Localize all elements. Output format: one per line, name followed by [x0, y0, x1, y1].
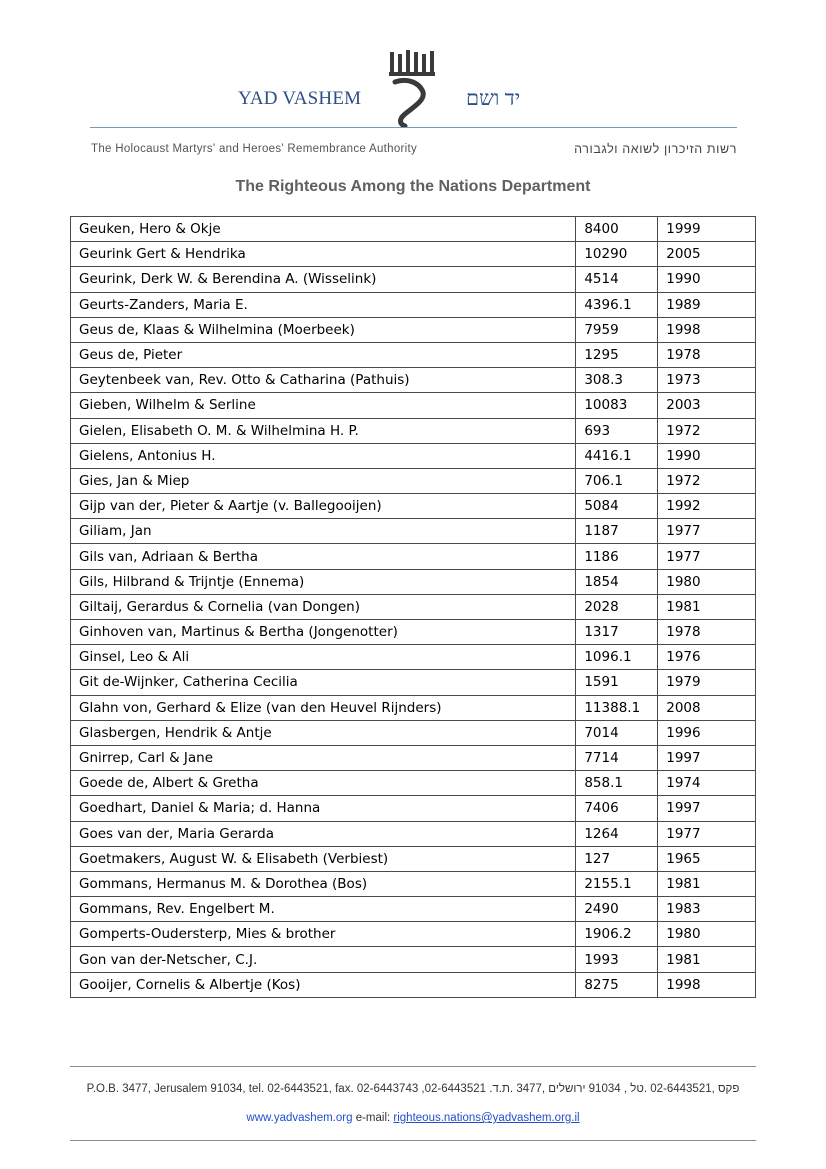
- record-file-number-cell: 1096.1: [576, 645, 658, 670]
- record-year-cell: 1977: [658, 544, 756, 569]
- record-file-number-cell: 10083: [576, 393, 658, 418]
- table-row: [71, 443, 756, 468]
- record-name-cell: Geuken, Hero & Okje: [71, 217, 576, 242]
- record-year-cell: 1996: [658, 720, 756, 745]
- table-row: [71, 947, 756, 972]
- footer-address: P.O.B. 3477, Jerusalem 91034, tel. 02-6443521, fax. 02-6443743 ,02-6443521 .פקס ,02-6443521 .טל , 91034 ירושלים ,3477 .ת.ד: [86, 1083, 740, 1095]
- record-file-number-cell: 8400: [576, 217, 658, 242]
- record-year-cell: 1992: [658, 494, 756, 519]
- table-row: [71, 972, 756, 997]
- record-file-number-cell: 10290: [576, 242, 658, 267]
- records-table-body: [71, 217, 756, 998]
- table-row: [71, 569, 756, 594]
- record-file-number-cell: 7959: [576, 317, 658, 342]
- record-name-cell: Gon van der-Netscher, C.J.: [71, 947, 576, 972]
- record-name-cell: Geurink, Derk W. & Berendina A. (Wisselink): [71, 267, 576, 292]
- table-row: [71, 368, 756, 393]
- record-file-number-cell: 11388.1: [576, 695, 658, 720]
- record-name-cell: Gieben, Wilhelm & Serline: [71, 393, 576, 418]
- record-file-number-cell: 693: [576, 418, 658, 443]
- record-year-cell: 1998: [658, 317, 756, 342]
- table-row: [71, 897, 756, 922]
- record-year-cell: 1981: [658, 594, 756, 619]
- record-file-number-cell: 2028: [576, 594, 658, 619]
- record-year-cell: 1977: [658, 519, 756, 544]
- table-row: [71, 620, 756, 645]
- table-row: [71, 871, 756, 896]
- record-year-cell: 1981: [658, 947, 756, 972]
- record-name-cell: Gies, Jan & Miep: [71, 468, 576, 493]
- record-name-cell: Geurink Gert & Hendrika: [71, 242, 576, 267]
- footer-divider-bottom: [70, 1140, 756, 1141]
- menorah-logo-icon: [385, 48, 441, 128]
- record-file-number-cell: 1295: [576, 342, 658, 367]
- footer-divider-top: [70, 1066, 756, 1067]
- record-year-cell: 1983: [658, 897, 756, 922]
- table-row: [71, 519, 756, 544]
- record-file-number-cell: 1906.2: [576, 922, 658, 947]
- record-name-cell: Goedhart, Daniel & Maria; d. Hanna: [71, 796, 576, 821]
- record-year-cell: 1978: [658, 620, 756, 645]
- record-year-cell: 1977: [658, 821, 756, 846]
- website-link[interactable]: www.yadvashem.org: [246, 1112, 353, 1124]
- record-file-number-cell: 4514: [576, 267, 658, 292]
- record-name-cell: Goetmakers, August W. & Elisabeth (Verbiest): [71, 846, 576, 871]
- record-file-number-cell: 2490: [576, 897, 658, 922]
- record-file-number-cell: 858.1: [576, 771, 658, 796]
- table-row: [71, 846, 756, 871]
- table-row: [71, 922, 756, 947]
- record-name-cell: Gomperts-Oudersterp, Mies & brother: [71, 922, 576, 947]
- email-link[interactable]: righteous.nations@yadvashem.org.il: [393, 1112, 580, 1124]
- record-year-cell: 1973: [658, 368, 756, 393]
- record-file-number-cell: 1264: [576, 821, 658, 846]
- table-row: [71, 468, 756, 493]
- record-file-number-cell: 1854: [576, 569, 658, 594]
- record-name-cell: Geus de, Klaas & Wilhelmina (Moerbeek): [71, 317, 576, 342]
- record-year-cell: 2008: [658, 695, 756, 720]
- department-title: The Righteous Among the Nations Department: [235, 178, 591, 195]
- record-name-cell: Geytenbeek van, Rev. Otto & Catharina (Pathuis): [71, 368, 576, 393]
- table-row: [71, 242, 756, 267]
- table-row: [71, 494, 756, 519]
- table-row: [71, 292, 756, 317]
- record-year-cell: 1980: [658, 569, 756, 594]
- record-name-cell: Goes van der, Maria Gerarda: [71, 821, 576, 846]
- logo-text-english: YAD VASHEM: [238, 88, 362, 109]
- table-row: [71, 317, 756, 342]
- record-name-cell: Glasbergen, Hendrik & Antje: [71, 720, 576, 745]
- record-year-cell: 1989: [658, 292, 756, 317]
- logo-text-hebrew: יד ושם: [466, 86, 521, 110]
- record-name-cell: Gooijer, Cornelis & Albertje (Kos): [71, 972, 576, 997]
- record-year-cell: 1999: [658, 217, 756, 242]
- table-row: [71, 670, 756, 695]
- table-row: [71, 342, 756, 367]
- record-file-number-cell: 7014: [576, 720, 658, 745]
- table-row: [71, 821, 756, 846]
- table-row: [71, 645, 756, 670]
- record-name-cell: Giltaij, Gerardus & Cornelia (van Dongen): [71, 594, 576, 619]
- record-year-cell: 1972: [658, 418, 756, 443]
- record-file-number-cell: 1317: [576, 620, 658, 645]
- record-name-cell: Gommans, Rev. Engelbert M.: [71, 897, 576, 922]
- record-year-cell: 1979: [658, 670, 756, 695]
- record-file-number-cell: 8275: [576, 972, 658, 997]
- record-file-number-cell: 7714: [576, 745, 658, 770]
- table-row: [71, 418, 756, 443]
- record-name-cell: Git de-Wijnker, Catherina Cecilia: [71, 670, 576, 695]
- record-file-number-cell: 1186: [576, 544, 658, 569]
- record-file-number-cell: 1591: [576, 670, 658, 695]
- record-name-cell: Ginhoven van, Martinus & Bertha (Jongenotter): [71, 620, 576, 645]
- table-row: [71, 720, 756, 745]
- righteous-records-table: [70, 216, 756, 998]
- table-row: [71, 745, 756, 770]
- email-label: e-mail:: [352, 1112, 394, 1124]
- record-year-cell: 1997: [658, 796, 756, 821]
- record-name-cell: Gijp van der, Pieter & Aartje (v. Ballegooijen): [71, 494, 576, 519]
- record-name-cell: Giliam, Jan: [71, 519, 576, 544]
- record-file-number-cell: 706.1: [576, 468, 658, 493]
- header-divider: [90, 127, 737, 128]
- record-name-cell: Gielen, Elisabeth O. M. & Wilhelmina H. P.: [71, 418, 576, 443]
- record-name-cell: Geus de, Pieter: [71, 342, 576, 367]
- authority-name-hebrew: רשות הזיכרון לשואה ולגבורה: [574, 142, 737, 156]
- record-name-cell: Ginsel, Leo & Ali: [71, 645, 576, 670]
- record-year-cell: 1974: [658, 771, 756, 796]
- record-year-cell: 1972: [658, 468, 756, 493]
- table-row: [71, 393, 756, 418]
- record-name-cell: Geurts-Zanders, Maria E.: [71, 292, 576, 317]
- record-year-cell: 1978: [658, 342, 756, 367]
- record-year-cell: 1976: [658, 645, 756, 670]
- record-file-number-cell: 5084: [576, 494, 658, 519]
- authority-name-english: The Holocaust Martyrs' and Heroes' Remembrance Authority: [91, 143, 418, 155]
- record-name-cell: Gils, Hilbrand & Trijntje (Ennema): [71, 569, 576, 594]
- record-file-number-cell: 1993: [576, 947, 658, 972]
- record-name-cell: Gnirrep, Carl & Jane: [71, 745, 576, 770]
- record-year-cell: 2005: [658, 242, 756, 267]
- table-row: [71, 544, 756, 569]
- table-row: [71, 217, 756, 242]
- record-file-number-cell: 4396.1: [576, 292, 658, 317]
- record-year-cell: 1980: [658, 922, 756, 947]
- letterhead: [0, 0, 826, 200]
- record-year-cell: 1981: [658, 871, 756, 896]
- record-year-cell: 2003: [658, 393, 756, 418]
- record-name-cell: Glahn von, Gerhard & Elize (van den Heuvel Rijnders): [71, 695, 576, 720]
- table-row: [71, 796, 756, 821]
- record-year-cell: 1990: [658, 443, 756, 468]
- record-year-cell: 1998: [658, 972, 756, 997]
- record-file-number-cell: 1187: [576, 519, 658, 544]
- record-file-number-cell: 127: [576, 846, 658, 871]
- record-name-cell: Goede de, Albert & Gretha: [71, 771, 576, 796]
- record-year-cell: 1990: [658, 267, 756, 292]
- table-row: [71, 267, 756, 292]
- record-file-number-cell: 308.3: [576, 368, 658, 393]
- record-file-number-cell: 2155.1: [576, 871, 658, 896]
- record-file-number-cell: 7406: [576, 796, 658, 821]
- record-name-cell: Gielens, Antonius H.: [71, 443, 576, 468]
- footer-contact: [0, 1112, 826, 1124]
- table-row: [71, 771, 756, 796]
- record-year-cell: 1997: [658, 745, 756, 770]
- record-year-cell: 1965: [658, 846, 756, 871]
- record-file-number-cell: 4416.1: [576, 443, 658, 468]
- record-name-cell: Gils van, Adriaan & Bertha: [71, 544, 576, 569]
- table-row: [71, 695, 756, 720]
- table-row: [71, 594, 756, 619]
- record-name-cell: Gommans, Hermanus M. & Dorothea (Bos): [71, 871, 576, 896]
